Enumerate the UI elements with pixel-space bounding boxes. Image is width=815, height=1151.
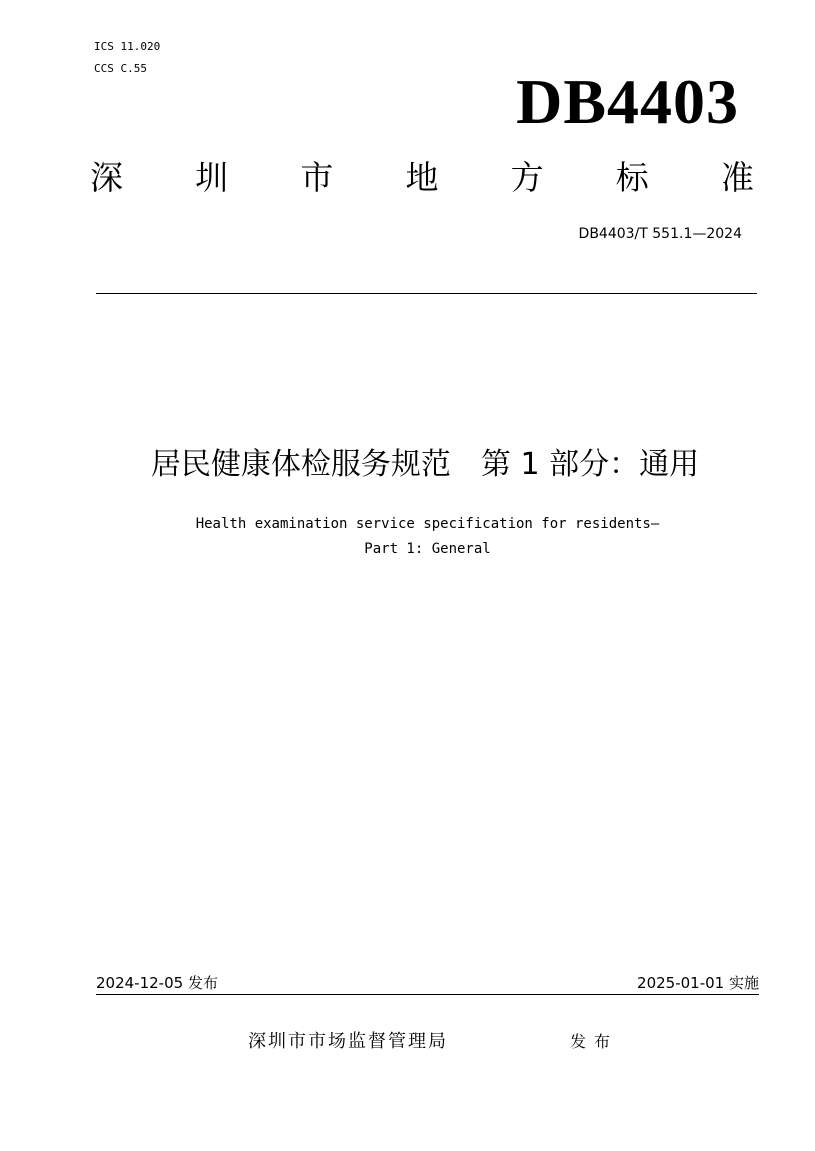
issue-label: 发布 [570,1032,619,1051]
standard-type-char: 标 [615,158,649,197]
top-divider [96,293,757,294]
standard-type-char: 准 [720,158,754,197]
standard-number: DB4403/T 551.1—2024 [578,226,742,242]
document-title-chinese: 居民健康体检服务规范 第 1 部分：通用 [150,447,700,482]
standard-type-heading [90,154,754,202]
issuing-authority: 深圳市市场监督管理局 [248,1031,448,1052]
implement-date: 2025-01-01 实施 [637,974,759,992]
ics-code: ICS 11.020 [94,40,161,53]
publish-date: 2024-12-05 发布 [96,974,218,992]
standard-type-char: 方 [510,158,544,197]
standard-type-char: 圳 [195,158,229,197]
standard-type-char: 地 [405,158,439,197]
standard-type-char: 深 [90,158,123,197]
ccs-code: CCS C.55 [94,62,147,75]
standard-logo-code: DB4403 [516,66,739,137]
standard-type-char: 市 [300,158,334,197]
document-title-english-line2: Part 1: General [364,541,491,557]
bottom-divider [96,994,759,995]
document-title-english-line1: Health examination service specification for residents— [195,516,660,532]
